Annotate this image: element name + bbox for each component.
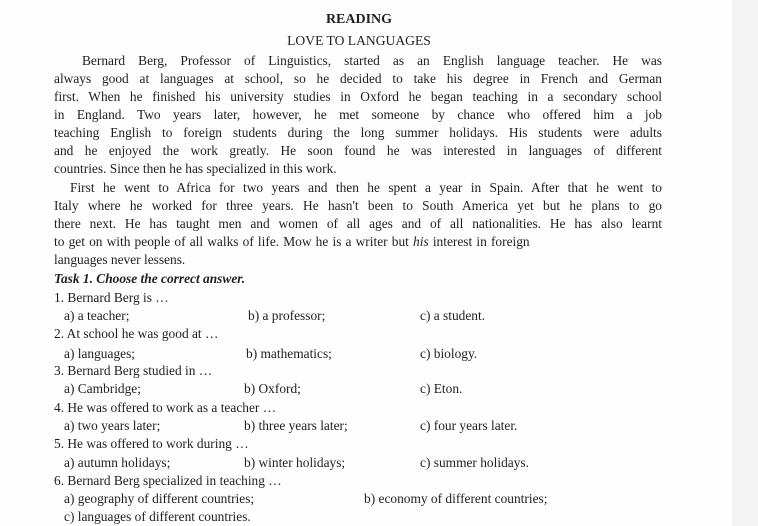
question-3: 3. Bernard Berg studied in … — [54, 363, 213, 378]
question-5-option-b: b) winter holidays; — [244, 455, 346, 470]
paragraph-2-line-4 — [54, 233, 662, 250]
paragraph-1-line-2: always good at languages at school, so he decided to take his degree in French and German — [54, 71, 662, 86]
paragraph-2-line-1: First he went to Africa for two years and then he spent a year in Spain. After that he went to — [70, 180, 662, 195]
page-title: READING — [325, 12, 393, 27]
question-5-option-a: a) autumn holidays; — [64, 455, 171, 470]
line-text-start: to get on with people of all walks of life. Mow he is a writer but — [54, 234, 409, 249]
paragraph-2-line-5: languages never lessens. — [54, 252, 186, 267]
question-1-option-c: c) a student. — [420, 308, 486, 323]
question-4: 4. He was offered to work as a teacher … — [54, 400, 277, 415]
paragraph-1-line-1: Bernard Berg, Professor of Linguistics, started as an English language teacher. He was — [82, 53, 662, 68]
paragraph-2-line-2: Italy where he worked for three years. He hasn't been to South America yet but he plans to go — [54, 198, 662, 213]
question-2-option-b: b) mathematics; — [246, 346, 332, 361]
paragraph-1-line-4: in England. Two years later, however, he met someone by chance who offered him a job — [54, 107, 662, 122]
text-title: LOVE TO LANGUAGES — [287, 33, 431, 48]
italic-word: his — [413, 234, 429, 249]
question-4-option-c: c) four years later. — [420, 418, 518, 433]
question-1-option-a: a) a teacher; — [64, 308, 130, 323]
question-6: 6. Bernard Berg specialized in teaching … — [54, 473, 282, 488]
question-3-option-b: b) Oxford; — [244, 381, 301, 396]
paragraph-1-line-5: teaching English to foreign students during the long summer holidays. His students were adults — [54, 125, 662, 140]
paragraph-1-line-3: first. When he finished his university studies in Oxford he began teaching in a secondary school — [54, 89, 662, 104]
question-4-option-b: b) three years later; — [244, 418, 348, 433]
paragraph-1-line-7: countries. Since then he has specialized in this work. — [54, 161, 337, 176]
task-heading: Task 1. Choose the correct answer. — [54, 271, 246, 286]
question-1-option-b: b) a professor; — [248, 308, 326, 323]
question-1: 1. Bernard Berg is … — [54, 290, 169, 305]
question-6-option-b: b) economy of different countries; — [364, 491, 548, 506]
question-2: 2. At school he was good at … — [54, 326, 219, 341]
line-text-end: interest in foreign — [432, 234, 530, 249]
question-5: 5. He was offered to work during … — [54, 436, 249, 451]
paragraph-2-line-3: there next. He has taught men and women of all ages and of all nationalities. He has also learnt — [54, 216, 662, 231]
question-2-option-c: c) biology. — [420, 346, 478, 361]
question-2-option-a: a) languages; — [64, 346, 136, 361]
paragraph-1-line-6: and he enjoyed the work greatly. He soon found he was interested in languages of different — [54, 143, 662, 158]
question-3-option-a: a) Cambridge; — [64, 381, 141, 396]
question-6-option-c: c) languages of different countries. — [64, 509, 251, 524]
question-3-option-c: c) Eton. — [420, 381, 463, 396]
question-5-option-c: c) summer holidays. — [420, 455, 529, 470]
side-panel — [732, 0, 758, 526]
question-6-option-a: a) geography of different countries; — [64, 491, 255, 506]
question-4-option-a: a) two years later; — [64, 418, 161, 433]
